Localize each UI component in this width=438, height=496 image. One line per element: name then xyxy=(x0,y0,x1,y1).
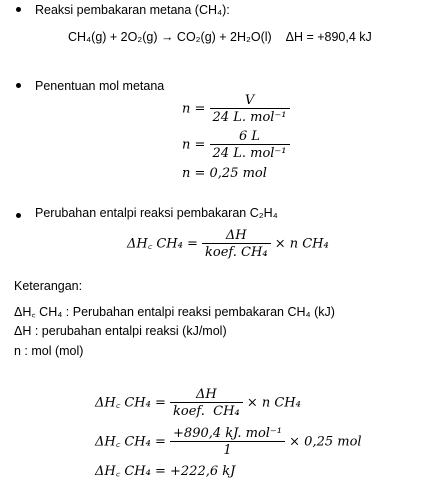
calc-line1-numerator: ΔH xyxy=(170,388,243,403)
legend-item-3: n : mol (mol) xyxy=(14,344,84,358)
enthalpy-formula-numerator: ΔH xyxy=(202,229,271,244)
section2-heading: Penentuan mol metana xyxy=(35,79,165,93)
bullet-3 xyxy=(16,213,21,218)
enthalpy-formula-fraction xyxy=(202,229,271,259)
enthalpy-formula-rhs: × n CH₄ xyxy=(274,236,329,252)
calc-line1-fraction xyxy=(170,388,243,418)
calc-line2 xyxy=(95,427,362,457)
mol-line2-numerator: 6 L xyxy=(210,130,290,145)
enthalpy-formula-lhs: ΔH꜀ CH₄ = xyxy=(127,236,198,252)
combustion-equation: CH₄(g) + 2O₂(g) → CO₂(g) + 2H₂O(l) ΔH = +890,4 kJ xyxy=(68,30,372,44)
section1-heading: Reaksi pembakaran metana (CH₄): xyxy=(35,3,230,17)
calc-line1 xyxy=(95,388,301,418)
mol-result: n = 0,25 mol xyxy=(182,166,267,181)
enthalpy-formula xyxy=(127,229,329,259)
calc-line2-rhs: × 0,25 mol xyxy=(289,434,362,450)
calc-line1-denominator: koef. CH₄ xyxy=(173,404,240,419)
calc-line1-rhs: × n CH₄ xyxy=(246,395,301,411)
calc-line2-fraction xyxy=(170,427,285,457)
mol-line2-fraction xyxy=(210,130,290,160)
mol-formula-line2 xyxy=(182,130,290,160)
calc-line2-lhs: ΔH꜀ CH₄ = xyxy=(95,434,166,450)
calc-result: ΔH꜀ CH₄ = +222,6 kJ xyxy=(95,464,236,479)
mol-line1-denominator: 24 L. mol⁻¹ xyxy=(212,110,287,125)
calc-line1-lhs: ΔH꜀ CH₄ = xyxy=(95,395,166,411)
calc-line2-numerator: +890,4 kJ. mol⁻¹ xyxy=(170,427,285,442)
legend-item-2: ΔH : perubahan entalpi reaksi (kJ/mol) xyxy=(14,324,227,338)
mol-line1-fraction xyxy=(210,94,290,124)
calc-line2-denominator: 1 xyxy=(223,443,232,458)
legend-title: Keterangan: xyxy=(14,279,83,293)
mol-line1-numerator: V xyxy=(210,94,290,109)
bullet-1 xyxy=(16,7,21,12)
mol-formula-line1 xyxy=(182,94,290,124)
bullet-2 xyxy=(16,83,21,88)
section3-heading: Perubahan entalpi reaksi pembakaran C₂H₄ xyxy=(35,206,278,220)
mol-line1-lhs: n = xyxy=(182,101,206,117)
enthalpy-formula-denominator: koef. CH₄ xyxy=(205,245,268,260)
legend-item-1: ΔH꜀ CH₄ : Perubahan entalpi reaksi pembakaran CH₄ (kJ) xyxy=(14,305,335,319)
mol-line2-lhs: n = xyxy=(182,137,206,153)
mol-line2-denominator: 24 L. mol⁻¹ xyxy=(212,146,287,161)
